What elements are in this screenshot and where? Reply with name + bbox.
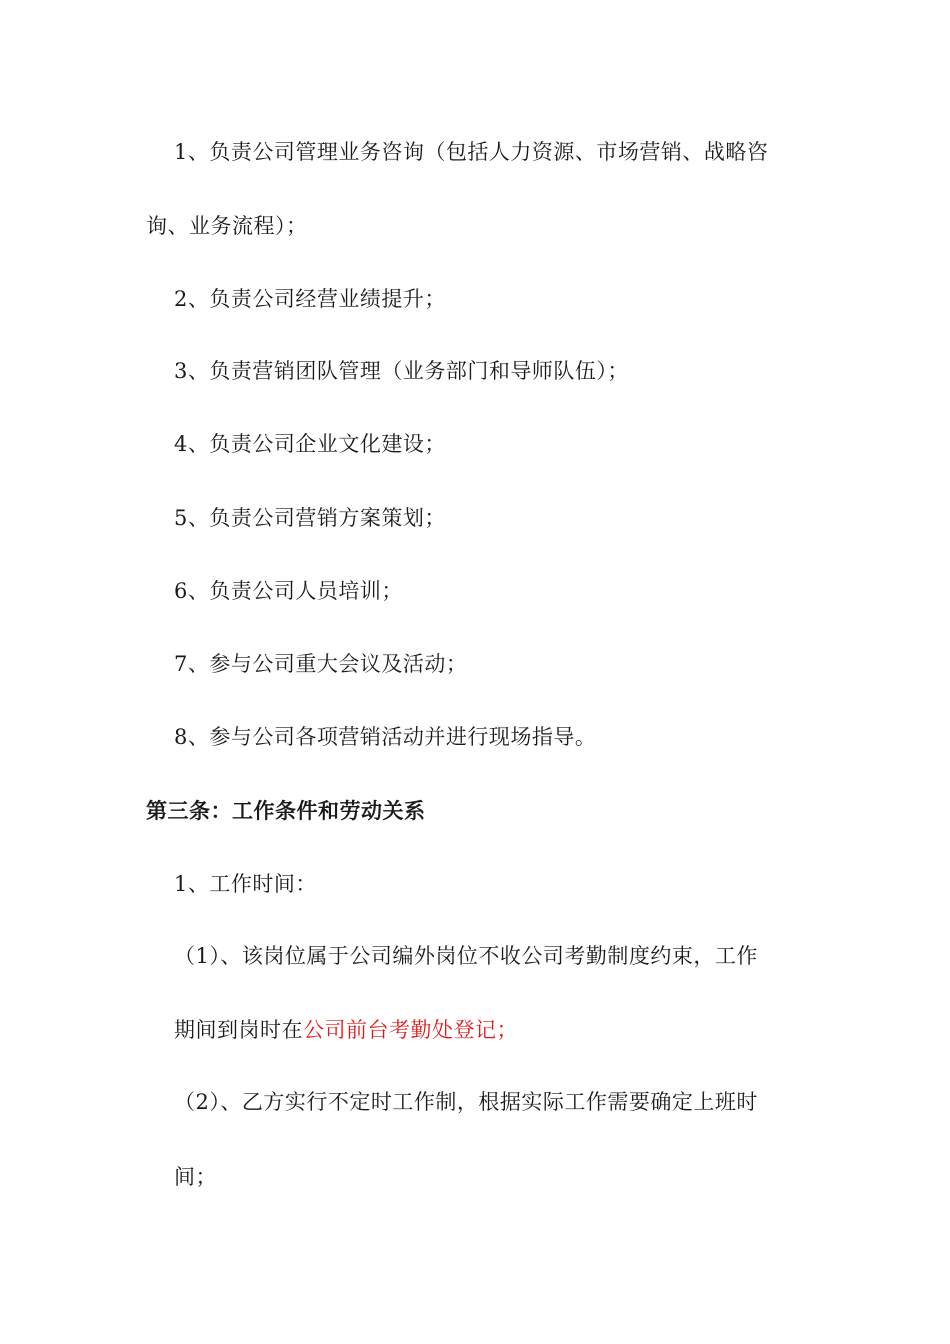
duty-5: 5、负责公司营销方案策划；: [174, 506, 446, 530]
work-time-item-1-line-1: （1）、该岗位属于公司编外岗位不收公司考勤制度约束，工作: [174, 944, 758, 968]
duty-3: 3、负责营销团队管理（业务部门和导师队伍）；: [174, 359, 629, 383]
duty-4: 4、负责公司企业文化建设；: [174, 432, 446, 456]
duty-2: 2、负责公司经营业绩提升；: [174, 287, 446, 311]
duty-8: 8、参与公司各项营销活动并进行现场指导。: [174, 725, 597, 749]
duty-6: 6、负责公司人员培训；: [174, 579, 403, 603]
work-time-item-2-line-1: （2）、乙方实行不定时工作制，根据实际工作需要确定上班时: [174, 1090, 758, 1114]
duty-7: 7、参与公司重大会议及活动；: [174, 652, 468, 676]
section-heading: 第三条：工作条件和劳动关系: [146, 799, 426, 823]
registration-text: 期间到岗时在: [174, 1018, 303, 1042]
duty-1-line-2: 询、业务流程）；: [146, 214, 308, 238]
registration-location-highlight: 公司前台考勤处登记；: [303, 1018, 518, 1042]
work-time-title: 1、工作时间：: [174, 872, 317, 896]
work-time-item-1-line-2: [174, 1016, 518, 1044]
duty-1-line-1: 1、负责公司管理业务咨询（包括人力资源、市场营销、战略咨: [174, 140, 769, 164]
work-time-item-2-line-2: 间；: [174, 1165, 217, 1189]
